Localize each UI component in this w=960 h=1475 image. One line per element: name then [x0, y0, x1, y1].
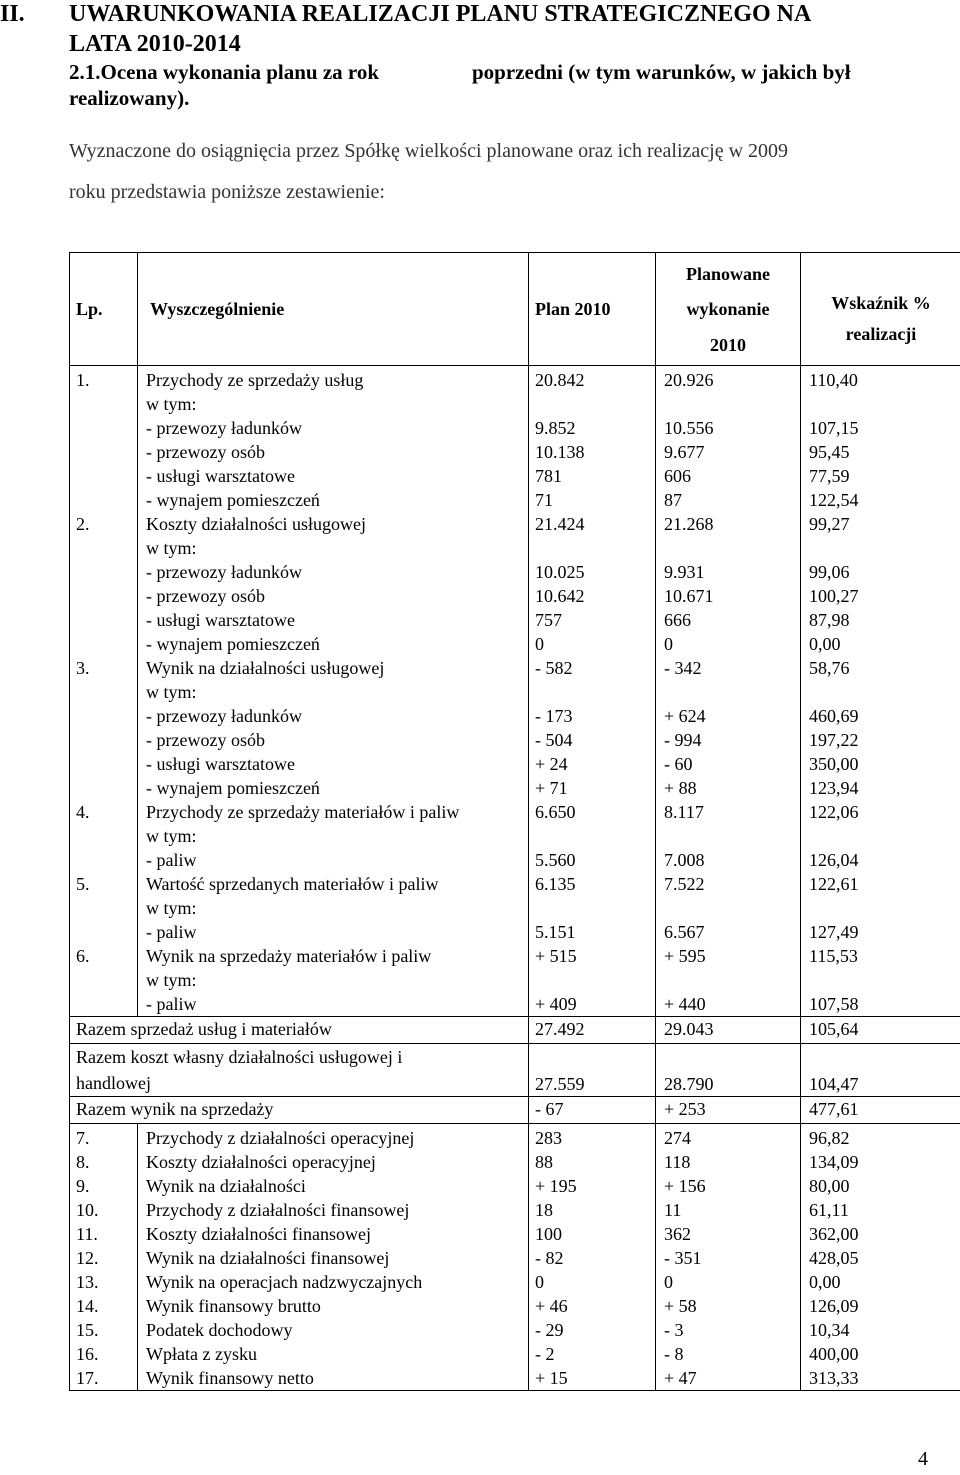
section-number: II.	[0, 1, 25, 27]
item-cell: w tym:	[146, 970, 197, 990]
item-cell: Wartość sprzedanych materiałów i paliw	[146, 874, 439, 894]
ratio-cell: 460,69	[809, 706, 859, 726]
lp-cell	[76, 680, 137, 704]
plan-cell: 757	[535, 610, 562, 630]
exec-cell	[664, 392, 800, 416]
item-cell: - usługi warsztatowe	[146, 466, 295, 486]
lp-cell	[76, 440, 137, 464]
lp-cell: 6.	[76, 946, 90, 966]
exec-cell: 118	[664, 1152, 691, 1172]
ratio-cell: 126,09	[809, 1296, 859, 1316]
lp-cell	[76, 704, 137, 728]
plan-cell: + 195	[535, 1176, 577, 1196]
plan-cell: 100	[535, 1224, 562, 1244]
ratio-cell: 362,00	[809, 1224, 859, 1244]
ratio-cell: 10,34	[809, 1320, 850, 1340]
intro-line2: roku przedstawia poniższe zestawienie:	[69, 181, 385, 203]
summary-costs-plan: 27.559	[529, 1044, 656, 1097]
plan-cell: 71	[535, 490, 553, 510]
lp-cell	[76, 560, 137, 584]
item-column-group1	[138, 366, 529, 1017]
exec-cell	[664, 896, 800, 920]
plan-cell: 283	[535, 1128, 562, 1148]
item-cell: w tym:	[146, 394, 197, 414]
lp-cell: 3.	[76, 658, 90, 678]
lp-cell	[76, 536, 137, 560]
item-cell: - paliw	[146, 922, 197, 942]
ratio-column-group1	[801, 366, 960, 1017]
plan-cell: - 504	[535, 730, 573, 750]
exec-cell: 21.268	[664, 514, 714, 534]
item-cell: - przewozy osób	[146, 442, 265, 462]
ratio-cell: 96,82	[809, 1128, 850, 1148]
lp-cell: 12.	[76, 1248, 99, 1268]
exec-cell: 0	[664, 1272, 673, 1292]
lp-cell: 11.	[76, 1224, 98, 1244]
plan-cell: 6.135	[535, 874, 576, 894]
table-row	[70, 366, 960, 1017]
summary-costs-ratio: 104,47	[801, 1044, 960, 1097]
header-ratio-line1: Wskaźnik %	[831, 293, 931, 313]
item-cell: w tym:	[146, 682, 197, 702]
plan-cell: + 515	[535, 946, 577, 966]
ratio-cell: 115,53	[809, 946, 858, 966]
item-cell: Koszty działalności finansowej	[146, 1224, 371, 1244]
item-cell: Wynik na działalności finansowej	[146, 1248, 390, 1268]
plan-cell: + 15	[535, 1368, 568, 1388]
lp-cell: 13.	[76, 1272, 99, 1292]
summary-row-sales	[70, 1017, 960, 1044]
subsection-title-line2: realizowany).	[69, 86, 190, 110]
item-cell: - paliw	[146, 994, 197, 1014]
ratio-cell: 110,40	[809, 370, 858, 390]
lp-cell: 1.	[76, 370, 90, 390]
item-cell: Wynik na działalności	[146, 1176, 306, 1196]
exec-cell	[664, 536, 800, 560]
ratio-cell	[809, 392, 960, 416]
plan-cell	[535, 536, 655, 560]
ratio-cell: 313,33	[809, 1368, 859, 1388]
item-cell: - wynajem pomieszczeń	[146, 634, 320, 654]
subsection-title-b: poprzedni (w tym warunków, w jakich był	[472, 60, 851, 84]
ratio-cell	[809, 824, 960, 848]
item-cell: - przewozy ładunków	[146, 562, 302, 582]
ratio-column-group2	[801, 1124, 960, 1391]
summary-result-ratio: 477,61	[801, 1097, 960, 1124]
lp-cell: 10.	[76, 1200, 99, 1220]
plan-cell: + 24	[535, 754, 568, 774]
lp-cell: 15.	[76, 1320, 99, 1340]
summary-costs-label-line1: Razem koszt własny działalności usługowej i	[76, 1047, 403, 1067]
summary-row-costs	[70, 1044, 960, 1097]
lp-cell: 8.	[76, 1152, 90, 1172]
plan-cell: 0	[535, 634, 544, 654]
ratio-cell	[809, 896, 960, 920]
summary-costs-label-line2: handlowej	[76, 1073, 151, 1093]
header-execution-line1: Planowane	[685, 264, 770, 284]
lp-cell: 7.	[76, 1128, 90, 1148]
exec-cell: 7.008	[664, 850, 705, 870]
plan-cell: 9.852	[535, 418, 576, 438]
exec-cell: 606	[664, 466, 691, 486]
ratio-cell	[809, 968, 960, 992]
lp-cell	[76, 968, 137, 992]
ratio-cell: 122,61	[809, 874, 859, 894]
plan-cell: 20.842	[535, 370, 585, 390]
exec-cell: + 440	[664, 994, 706, 1014]
exec-cell: - 994	[664, 730, 702, 750]
ratio-cell: 80,00	[809, 1176, 850, 1196]
item-cell: w tym:	[146, 826, 197, 846]
exec-cell: 6.567	[664, 922, 705, 942]
lp-cell	[76, 416, 137, 440]
ratio-cell: 107,58	[809, 994, 859, 1014]
exec-column-group2	[656, 1124, 801, 1391]
plan-cell: 5.560	[535, 850, 576, 870]
lp-column-group1	[70, 366, 138, 1017]
header-ratio	[801, 253, 960, 366]
ratio-cell: 95,45	[809, 442, 850, 462]
lp-cell	[76, 392, 137, 416]
exec-cell: 0	[664, 634, 673, 654]
summary-sales-ratio: 105,64	[801, 1017, 960, 1044]
exec-cell: 362	[664, 1224, 691, 1244]
ratio-cell: 122,06	[809, 802, 859, 822]
summary-sales-plan: 27.492	[529, 1017, 656, 1044]
item-cell: - przewozy ładunków	[146, 706, 302, 726]
item-cell: - wynajem pomieszczeń	[146, 778, 320, 798]
header-ratio-line2: realizacji	[845, 324, 917, 344]
ratio-cell: 61,11	[809, 1200, 849, 1220]
ratio-cell: 134,09	[809, 1152, 859, 1172]
exec-cell: 87	[664, 490, 682, 510]
exec-cell: - 3	[664, 1320, 684, 1340]
ratio-cell: 197,22	[809, 730, 859, 750]
plan-execution-table	[69, 252, 960, 1391]
header-item: Wyszczególnienie	[138, 253, 529, 366]
lp-cell: 14.	[76, 1296, 99, 1316]
plan-cell: + 71	[535, 778, 568, 798]
exec-cell: + 47	[664, 1368, 697, 1388]
page-number: 4	[918, 1448, 928, 1470]
item-cell: Koszty działalności operacyjnej	[146, 1152, 376, 1172]
exec-column-group1	[656, 366, 801, 1017]
ratio-cell: 0,00	[809, 1272, 841, 1292]
item-cell: Przychody ze sprzedaży materiałów i paliw	[146, 802, 460, 822]
lp-cell	[76, 728, 137, 752]
plan-cell: 0	[535, 1272, 544, 1292]
ratio-cell: 87,98	[809, 610, 850, 630]
exec-cell: - 342	[664, 658, 702, 678]
plan-cell: 10.138	[535, 442, 585, 462]
exec-cell: - 8	[664, 1344, 684, 1364]
lp-cell: 2.	[76, 514, 90, 534]
exec-cell: + 156	[664, 1176, 706, 1196]
item-cell: - usługi warsztatowe	[146, 754, 295, 774]
lp-cell	[76, 584, 137, 608]
exec-cell: + 595	[664, 946, 706, 966]
exec-cell: + 88	[664, 778, 697, 798]
plan-cell	[535, 392, 655, 416]
exec-cell: 8.117	[664, 802, 704, 822]
item-cell: w tym:	[146, 538, 197, 558]
summary-row-result	[70, 1097, 960, 1124]
item-cell: - paliw	[146, 850, 197, 870]
item-column-group2	[138, 1124, 529, 1391]
ratio-cell: 100,27	[809, 586, 859, 606]
plan-cell: - 582	[535, 658, 573, 678]
table-row	[70, 1124, 960, 1391]
item-cell: - usługi warsztatowe	[146, 610, 295, 630]
summary-result-exec: + 253	[656, 1097, 801, 1124]
plan-cell	[535, 896, 655, 920]
ratio-cell: 126,04	[809, 850, 859, 870]
lp-cell	[76, 848, 137, 872]
header-execution-line3: 2010	[710, 335, 746, 355]
item-cell: Wynik finansowy brutto	[146, 1296, 321, 1316]
lp-cell: 9.	[76, 1176, 90, 1196]
exec-cell: - 351	[664, 1248, 702, 1268]
ratio-cell: 123,94	[809, 778, 859, 798]
exec-cell: 10.556	[664, 418, 714, 438]
subsection-title-a: 2.1.Ocena wykonania planu za rok	[69, 60, 380, 84]
plan-cell	[535, 824, 655, 848]
item-cell: w tym:	[146, 898, 197, 918]
exec-cell: 9.931	[664, 562, 705, 582]
ratio-cell: 122,54	[809, 490, 859, 510]
exec-cell: - 60	[664, 754, 693, 774]
plan-cell: 18	[535, 1200, 553, 1220]
lp-cell	[76, 488, 137, 512]
item-cell: Wynik na działalności usługowej	[146, 658, 385, 678]
lp-cell: 4.	[76, 802, 90, 822]
plan-cell: - 173	[535, 706, 573, 726]
item-cell: - przewozy osób	[146, 586, 265, 606]
summary-result-plan: - 67	[529, 1097, 656, 1124]
intro-line1: Wyznaczone do osiągnięcia przez Spółkę wielkości planowane oraz ich realizację w 2009	[69, 140, 789, 162]
item-cell: Przychody z działalności operacyjnej	[146, 1128, 415, 1148]
exec-cell: 274	[664, 1128, 691, 1148]
item-cell: Przychody ze sprzedaży usług	[146, 370, 364, 390]
item-cell: Wynik finansowy netto	[146, 1368, 314, 1388]
plan-cell: 5.151	[535, 922, 576, 942]
plan-cell: 781	[535, 466, 562, 486]
ratio-cell: 99,06	[809, 562, 850, 582]
ratio-cell: 127,49	[809, 922, 859, 942]
plan-cell: 21.424	[535, 514, 585, 534]
ratio-cell: 0,00	[809, 634, 841, 654]
lp-column-group2	[70, 1124, 138, 1391]
exec-cell: 666	[664, 610, 691, 630]
item-cell: Koszty działalności usługowej	[146, 514, 366, 534]
plan-cell: - 2	[535, 1344, 555, 1364]
item-cell: - przewozy osób	[146, 730, 265, 750]
exec-cell: 11	[664, 1200, 682, 1220]
ratio-cell	[809, 536, 960, 560]
exec-cell	[664, 968, 800, 992]
plan-cell: 6.650	[535, 802, 576, 822]
lp-cell	[76, 464, 137, 488]
lp-cell	[76, 992, 137, 1016]
item-cell: Wynik na sprzedaży materiałów i paliw	[146, 946, 432, 966]
plan-cell	[535, 680, 655, 704]
item-cell: - przewozy ładunków	[146, 418, 302, 438]
plan-cell: + 409	[535, 994, 577, 1014]
header-lp: Lp.	[70, 253, 138, 366]
item-cell: Przychody z działalności finansowej	[146, 1200, 410, 1220]
lp-cell	[76, 776, 137, 800]
item-cell: Wynik na operacjach nadzwyczajnych	[146, 1272, 423, 1292]
section-title-line1: UWARUNKOWANIA REALIZACJI PLANU STRATEGICZNEGO NA	[69, 1, 812, 27]
plan-column-group2	[529, 1124, 656, 1391]
lp-cell: 17.	[76, 1368, 99, 1388]
plan-cell: 10.025	[535, 562, 585, 582]
header-execution	[656, 253, 801, 366]
exec-cell: 20.926	[664, 370, 714, 390]
summary-result-label: Razem wynik na sprzedaży	[70, 1097, 529, 1124]
plan-cell: 10.642	[535, 586, 585, 606]
item-cell: - wynajem pomieszczeń	[146, 490, 320, 510]
exec-cell: + 624	[664, 706, 706, 726]
summary-costs-label	[70, 1044, 529, 1097]
summary-sales-exec: 29.043	[656, 1017, 801, 1044]
exec-cell: 9.677	[664, 442, 705, 462]
exec-cell: + 58	[664, 1296, 697, 1316]
ratio-cell: 428,05	[809, 1248, 859, 1268]
ratio-cell: 400,00	[809, 1344, 859, 1364]
lp-cell	[76, 824, 137, 848]
lp-cell	[76, 920, 137, 944]
exec-cell	[664, 680, 800, 704]
summary-costs-exec: 28.790	[656, 1044, 801, 1097]
lp-cell	[76, 632, 137, 656]
lp-cell	[76, 896, 137, 920]
lp-cell	[76, 752, 137, 776]
ratio-cell: 107,15	[809, 418, 859, 438]
table-header-row	[70, 253, 960, 366]
section-title-line2: LATA 2010-2014	[69, 31, 241, 57]
exec-cell: 7.522	[664, 874, 705, 894]
plan-cell: + 46	[535, 1296, 568, 1316]
ratio-cell: 77,59	[809, 466, 850, 486]
ratio-cell	[809, 680, 960, 704]
summary-sales-label: Razem sprzedaż usług i materiałów	[70, 1017, 529, 1044]
item-cell: Podatek dochodowy	[146, 1320, 293, 1340]
plan-cell: - 82	[535, 1248, 564, 1268]
ratio-cell: 99,27	[809, 514, 850, 534]
lp-cell: 16.	[76, 1344, 99, 1364]
exec-cell	[664, 824, 800, 848]
plan-column-group1	[529, 366, 656, 1017]
exec-cell: 10.671	[664, 586, 714, 606]
lp-cell	[76, 608, 137, 632]
header-plan: Plan 2010	[529, 253, 656, 366]
ratio-cell: 58,76	[809, 658, 850, 678]
item-cell: Wpłata z zysku	[146, 1344, 257, 1364]
plan-cell: - 29	[535, 1320, 564, 1340]
plan-cell	[535, 968, 655, 992]
ratio-cell: 350,00	[809, 754, 859, 774]
header-execution-line2: wykonanie	[686, 299, 770, 319]
plan-cell: 88	[535, 1152, 553, 1172]
lp-cell: 5.	[76, 874, 90, 894]
